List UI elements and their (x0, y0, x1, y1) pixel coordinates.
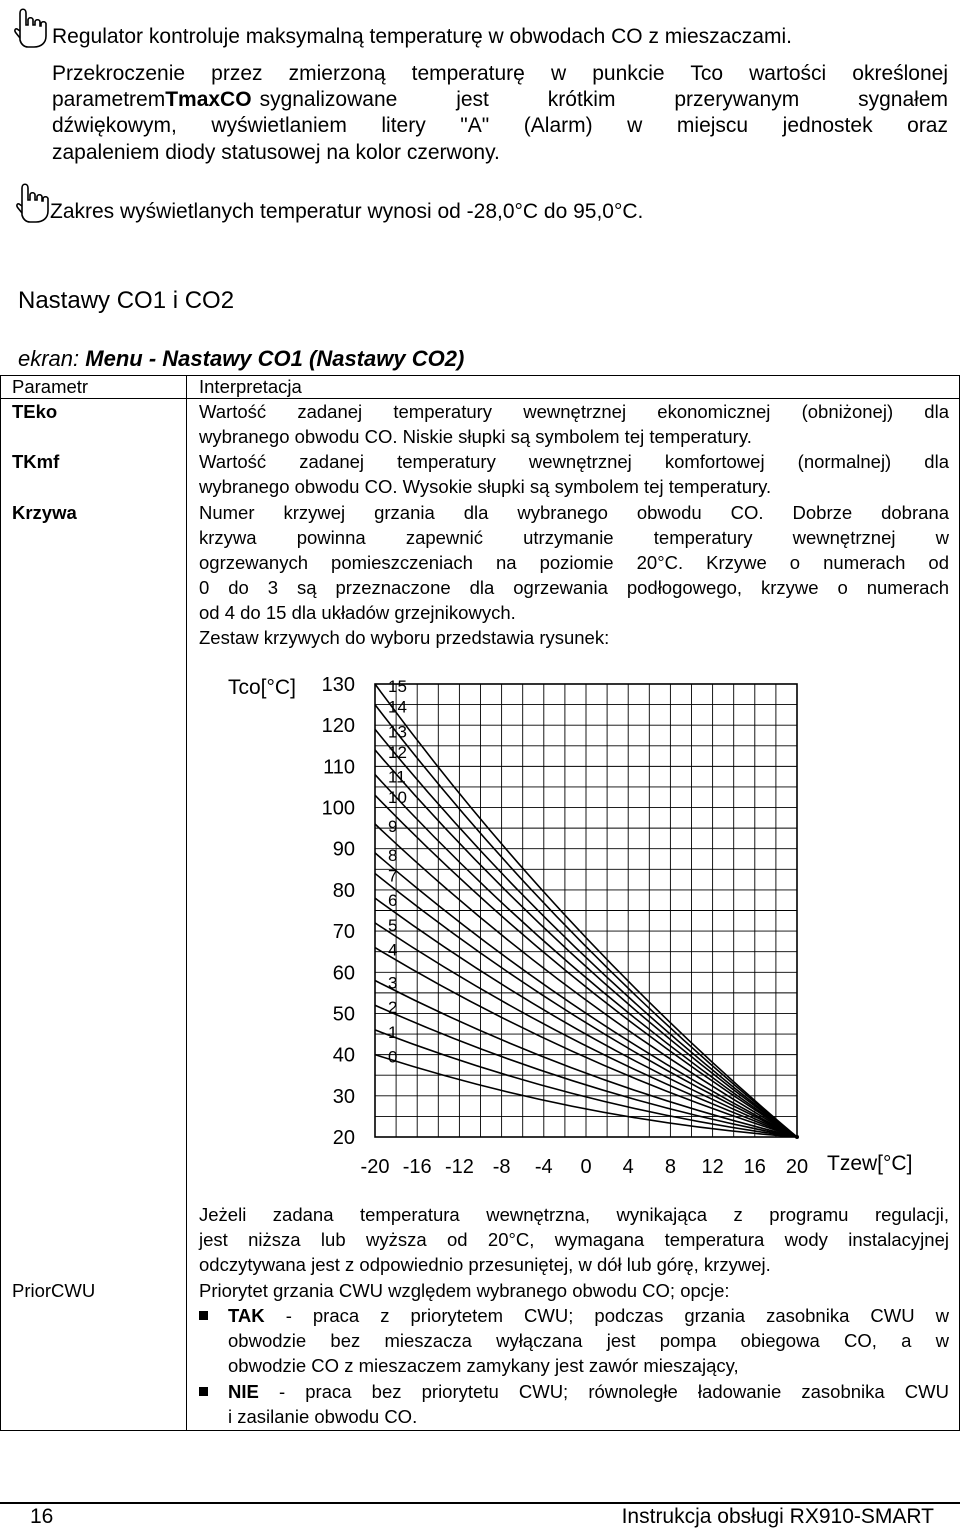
x-tick-label: -4 (534, 1156, 553, 1178)
section-title: Nastawy CO1 i CO2 (18, 287, 235, 314)
y-tick-label: 50 (332, 1003, 355, 1026)
option-tak-line1: TAK - praca z priorytetem CWU; podczas grzania zasobnika CWU w (228, 1303, 949, 1328)
table-header-parameter: Parametr (12, 376, 89, 397)
note-alarm-line2: Przekroczenie przez zmierzoną temperaturę w punkcie Tco wartości określonej (52, 62, 948, 85)
curve-label-6: 6 (388, 891, 398, 911)
pointing-hand-icon (14, 3, 48, 51)
param-desc-krzywa-line5: od 4 do 15 dla układów grzejnikowych. (199, 602, 516, 623)
heating-curves-chart (220, 665, 940, 1185)
y-tick-label: 70 (332, 921, 355, 944)
curve-label-13: 13 (388, 722, 407, 742)
x-tick-label: 0 (580, 1156, 592, 1178)
chart-grid (375, 684, 797, 1137)
curve-label-10: 10 (388, 788, 407, 808)
curve-label-1: 1 (388, 1022, 398, 1042)
x-tick-label: 16 (743, 1156, 766, 1178)
param-name-teko: TEko (12, 401, 58, 422)
y-tick-label: 20 (332, 1127, 355, 1149)
param-desc-krzywa-line6: Zestaw krzywych do wyboru przedstawia rysunek: (199, 627, 610, 648)
param-desc-tkmf-line1: Wartość zadanej temperatury wewnętrznej komfortowej (normalnej) dla (199, 451, 949, 472)
param-name-tkmf: TKmf (12, 451, 60, 472)
param-name-priorcwu: PriorCWU (12, 1280, 96, 1301)
x-tick-label: 8 (664, 1156, 676, 1178)
convergence-point (795, 1135, 799, 1139)
curve-label-5: 5 (388, 915, 398, 935)
param-desc-teko-line1: Wartość zadanej temperatury wewnętrznej ekonomicznej (obniżonej) dla (199, 401, 949, 422)
option-tak-key: TAK (228, 1305, 265, 1326)
param-desc-priorcwu-intro: Priorytet grzania CWU względem wybranego obwodu CO; opcje: (199, 1280, 730, 1301)
screen-path-prefix: ekran: (18, 346, 80, 371)
curve-label-15: 15 (388, 677, 407, 696)
param-desc-teko-line2: wybranego obwodu CO. Niskie słupki są symbolem tej temperatury. (199, 426, 752, 447)
page-number: 16 (30, 1505, 54, 1528)
y-tick-label: 40 (332, 1044, 355, 1067)
y-tick-label: 130 (321, 674, 355, 696)
y-axis-title: Tco[°C] (228, 676, 296, 699)
x-tick-label: -12 (444, 1156, 474, 1178)
footer-rule (0, 1502, 960, 1504)
curve-label-12: 12 (388, 742, 407, 762)
option-nie-key: NIE (228, 1381, 259, 1402)
note-alarm-line4: dźwiękowym, wyświetlaniem litery "A" (Alarm) w miejscu jednostek oraz (52, 114, 948, 137)
x-tick-label: 4 (622, 1156, 634, 1178)
x-tick-label: -20 (360, 1156, 390, 1178)
param-desc-krzywa-after-line1: Jeżeli zadana temperatura wewnętrzna, wynikająca z programu regulacji, (199, 1204, 949, 1225)
param-desc-krzywa-line3: ogrzewanych pomieszczeniach na poziomie 20°C. Krzywe o numerach od (199, 552, 949, 573)
chart-curve-labels (388, 677, 407, 1067)
curve-label-7: 7 (388, 866, 398, 886)
curve-label-14: 14 (388, 697, 407, 717)
screen-path (18, 346, 464, 372)
param-desc-krzywa-line4: 0 do 3 są przeznaczone dla ogrzewania podłogowego, krzywe o numerach (199, 577, 949, 598)
x-tick-label: 20 (785, 1156, 809, 1178)
x-tick-label: 12 (701, 1156, 724, 1178)
y-tick-label: 100 (321, 797, 355, 820)
table-column-divider (186, 375, 187, 1430)
param-desc-krzywa-after-line2: jest niższa lub wyższa od 20°C, wymagana temperatura wody instalacyjnej (199, 1229, 949, 1250)
curve-label-8: 8 (388, 845, 398, 865)
curve-label-4: 4 (388, 940, 398, 960)
screen-path-value: Menu - Nastawy CO1 (Nastawy CO2) (85, 346, 465, 371)
x-tick-label: -16 (402, 1156, 432, 1178)
option-nie-line1: NIE - praca bez priorytetu CWU; równoległe ładowanie zasobnika CWU (228, 1379, 949, 1404)
option-tak-line2: obwodzie bez mieszacza wyłączana jest pompa obiegowa CO, a w (228, 1330, 949, 1351)
document-title: Instrukcja obsługi RX910-SMART (621, 1505, 934, 1528)
y-tick-label: 90 (332, 838, 355, 861)
y-tick-label: 120 (321, 715, 355, 738)
param-desc-krzywa-after-line3: odczytywana jest z odpowiednio przesuniętej, w dół lub górę, krzywej. (199, 1254, 771, 1275)
y-tick-label: 60 (332, 962, 355, 985)
x-tick-label: -8 (492, 1156, 511, 1178)
chart-ylabel (228, 676, 296, 699)
param-tmaxco: TmaxCO (165, 88, 252, 111)
note-alarm-line1: Regulator kontroluje maksymalną temperaturę w obwodach CO z mieszaczami. (52, 25, 792, 48)
y-tick-label: 30 (332, 1085, 355, 1108)
curve-label-2: 2 (388, 998, 398, 1018)
param-desc-tkmf-line2: wybranego obwodu CO. Wysokie słupki są symbolem tej temperatury. (199, 476, 772, 497)
bullet-icon (199, 1311, 208, 1320)
option-nie-line2: i zasilanie obwodu CO. (228, 1406, 418, 1427)
note-alarm-line5: zapaleniem diody statusowej na kolor czerwony. (52, 141, 500, 164)
curve-label-0: 0 (388, 1047, 398, 1067)
option-tak-line3: obwodzie CO z mieszaczem zamykany jest zawór mieszający, (228, 1355, 739, 1376)
y-tick-label: 80 (332, 879, 355, 902)
param-name-krzywa: Krzywa (12, 502, 77, 523)
x-axis-title: Tzew[°C] (827, 1152, 913, 1175)
note-temperature-range: Zakres wyświetlanych temperatur wynosi od -28,0°C do 95,0°C. (50, 200, 644, 223)
note-alarm-line3: parametrem TmaxCO sygnalizowane jest krótkim przerywanym sygnałem (52, 88, 948, 111)
y-tick-label: 110 (323, 756, 355, 779)
table-header-interpretation: Interpretacja (199, 376, 302, 397)
pointing-hand-icon (16, 178, 50, 226)
curve-label-11: 11 (388, 767, 406, 787)
curve-label-9: 9 (388, 817, 398, 837)
bullet-icon (199, 1387, 208, 1396)
curve-label-3: 3 (388, 973, 398, 993)
param-desc-krzywa-line1: Numer krzywej grzania dla wybranego obwodu CO. Dobrze dobrana (199, 502, 949, 523)
param-desc-krzywa-line2: krzywa powinna zapewnić utrzymanie temperatury wewnętrznej w (199, 527, 949, 548)
